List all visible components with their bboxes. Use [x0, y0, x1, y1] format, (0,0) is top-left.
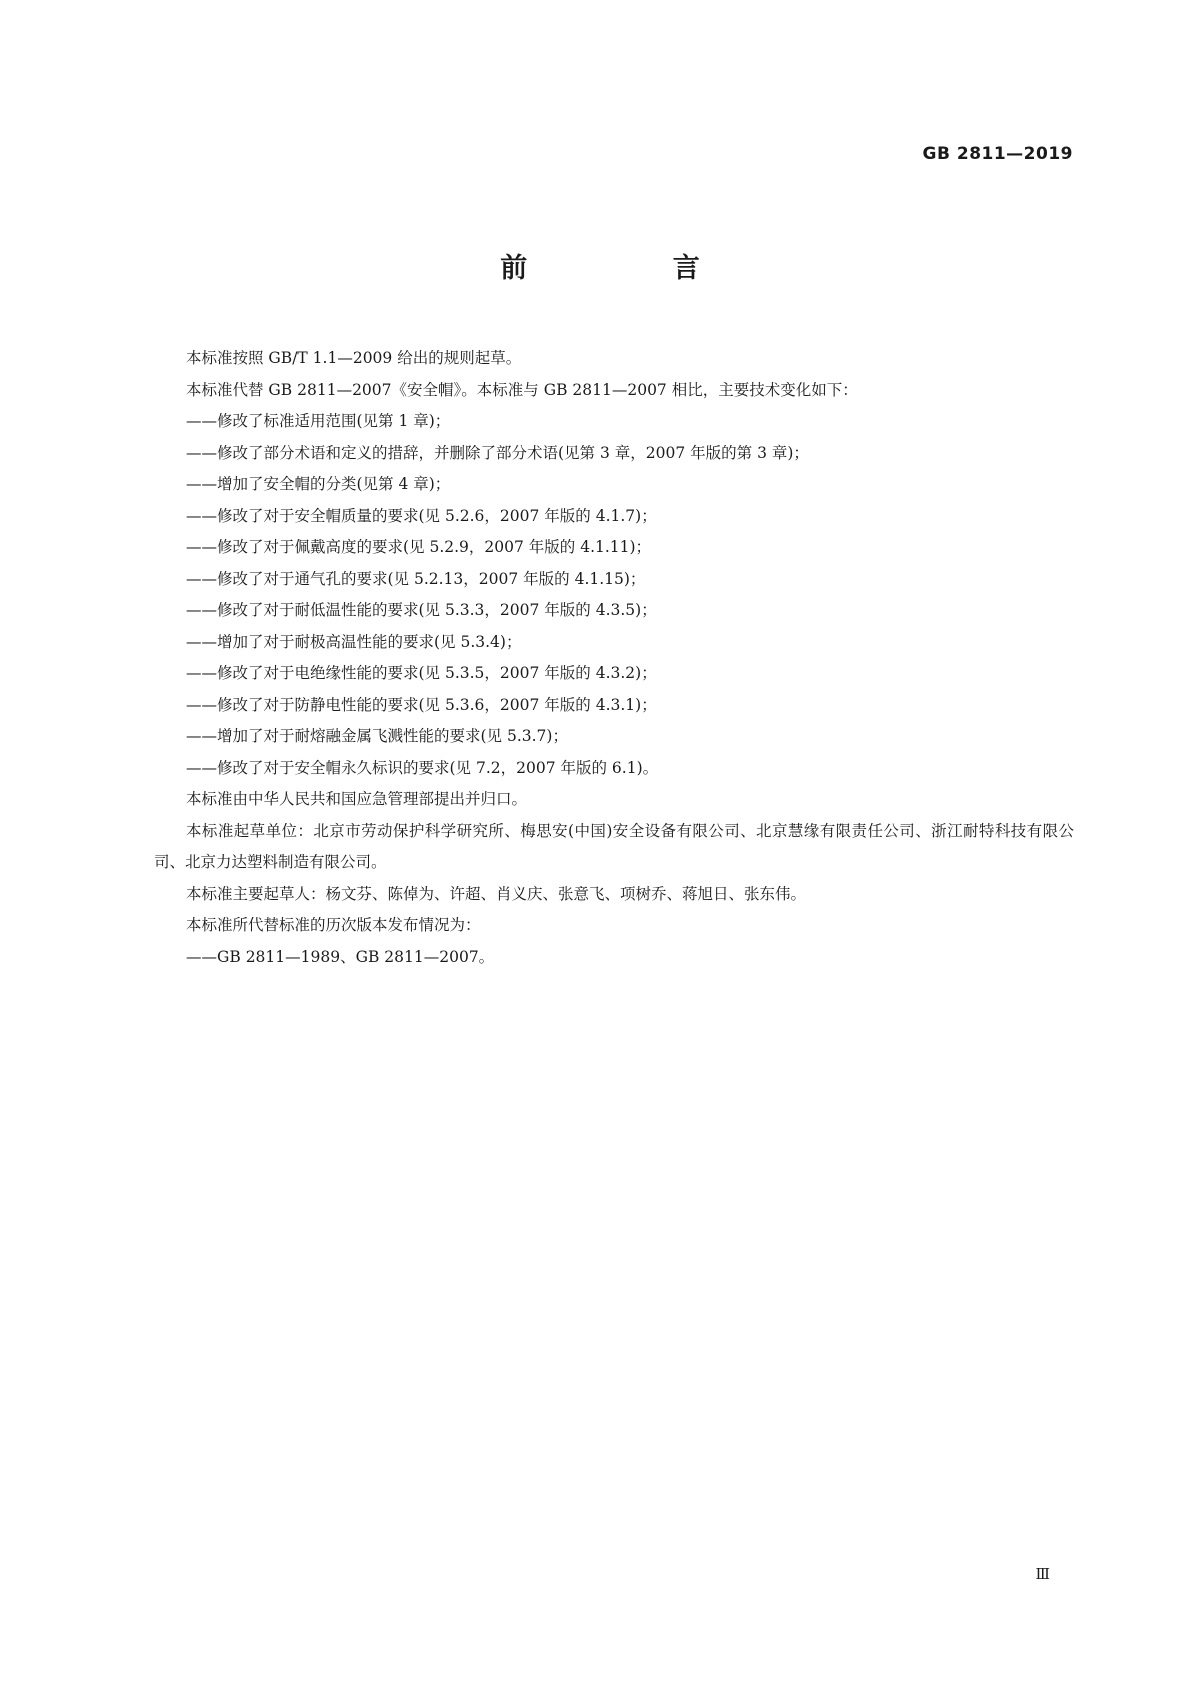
paragraph-drafters: 本标准主要起草人：杨文芬、陈倬为、许超、肖义庆、张意飞、项树乔、蒋旭日、张东伟。	[186, 884, 807, 903]
change-item: ——修改了对于通气孔的要求(见 5.2.13，2007 年版的 4.1.15)；	[186, 569, 646, 588]
change-item: ——增加了安全帽的分类(见第 4 章)；	[186, 475, 451, 493]
change-item: ——修改了部分术语和定义的措辞，并删除了部分术语(见第 3 章，2007 年版的第 3 章)；	[186, 443, 809, 462]
page-title: 前 言	[500, 253, 768, 284]
paragraph-history-intro: 本标准所代替标准的历次版本发布情况为：	[186, 916, 481, 934]
history-item: ——GB 2811—1989、GB 2811—2007。	[186, 947, 495, 966]
document-body	[154, 343, 1074, 973]
page-number: Ⅲ	[1035, 1565, 1050, 1583]
change-item: ——增加了对于耐极高温性能的要求(见 5.3.4)；	[186, 632, 522, 651]
change-item: ——修改了标准适用范围(见第 1 章)；	[186, 412, 451, 430]
paragraph-replaces: 本标准代替 GB 2811—2007《安全帽》。本标准与 GB 2811—2007 相比，主要技术变化如下：	[186, 380, 858, 399]
paragraph-proposer: 本标准由中华人民共和国应急管理部提出并归口。	[186, 790, 528, 808]
change-item: ——修改了对于耐低温性能的要求(见 5.3.3，2007 年版的 4.3.5)；	[186, 601, 657, 619]
change-item: ——增加了对于耐熔融金属飞溅性能的要求(见 5.3.7)；	[186, 727, 568, 745]
change-item: ——修改了对于安全帽永久标识的要求(见 7.2，2007 年版的 6.1)。	[186, 758, 659, 777]
change-item: ——修改了对于电绝缘性能的要求(见 5.3.5，2007 年版的 4.3.2)；	[186, 664, 657, 682]
change-item: ——修改了对于佩戴高度的要求(见 5.2.9，2007 年版的 4.1.11)；	[186, 538, 652, 556]
paragraph-drafting-units: 本标准起草单位：北京市劳动保护科学研究所、梅思安(中国)安全设备有限公司、北京慧缘有限责任公司、浙江耐特科技有限公司、北京力达塑料制造有限公司。	[154, 821, 1074, 871]
paragraph-drafting-rules: 本标准按照 GB/T 1.1—2009 给出的规则起草。	[186, 349, 522, 367]
change-item: ——修改了对于安全帽质量的要求(见 5.2.6，2007 年版的 4.1.7)；	[186, 506, 657, 525]
change-item: ——修改了对于防静电性能的要求(见 5.3.6，2007 年版的 4.3.1)；	[186, 695, 657, 714]
standard-code: GB 2811—2019	[922, 144, 1073, 164]
